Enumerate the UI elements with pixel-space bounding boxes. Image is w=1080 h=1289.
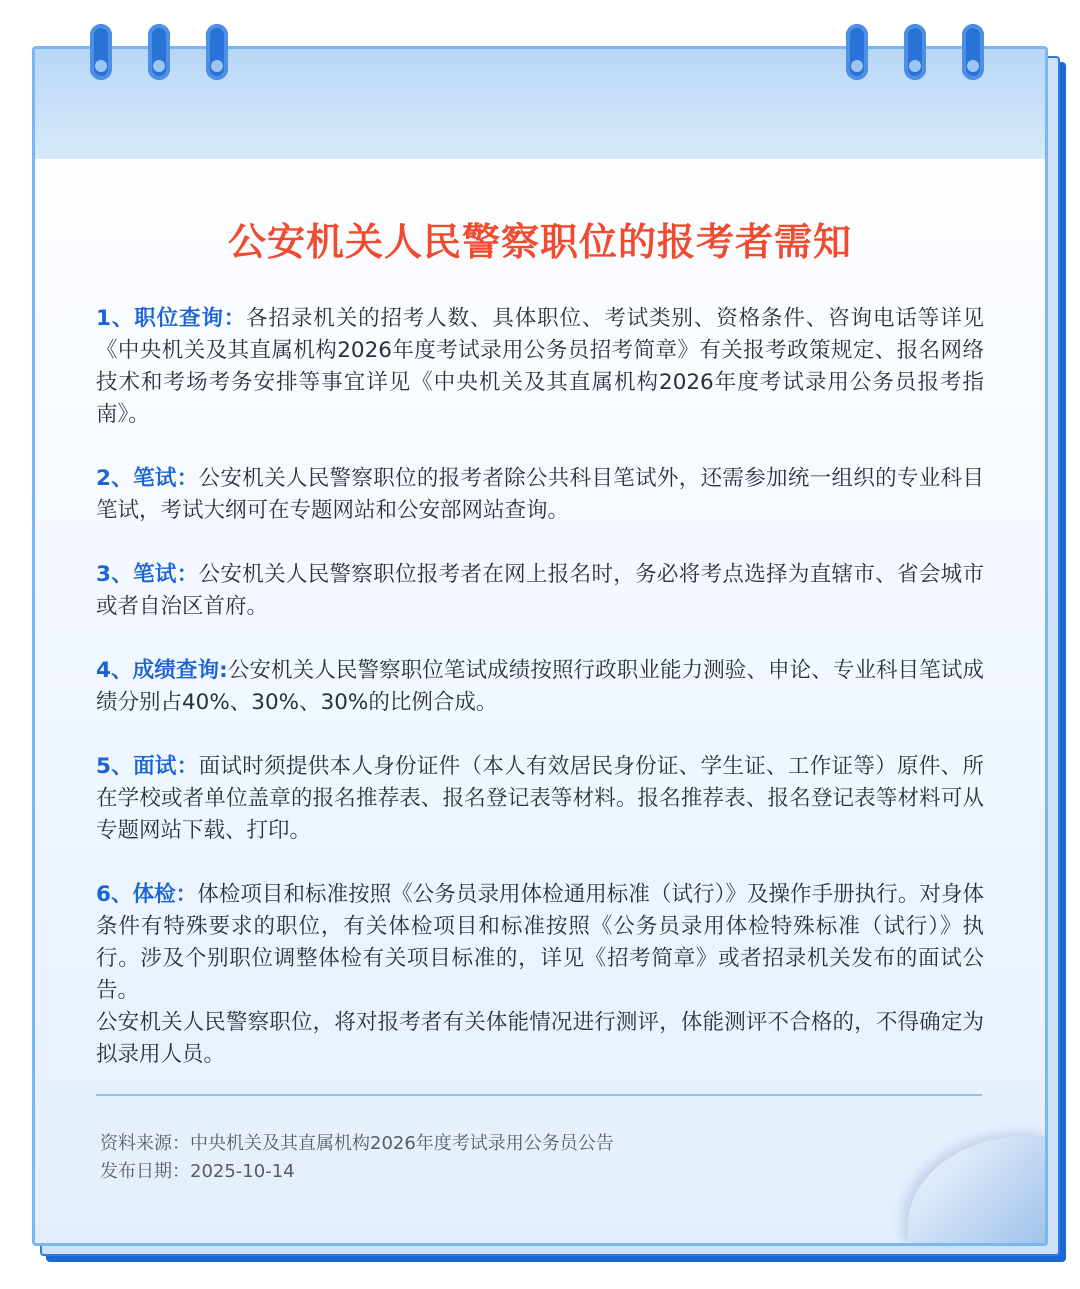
section-label: 2、笔试： (96, 466, 199, 491)
binder-ring-icon (148, 24, 170, 80)
binder-ring-icon (206, 24, 228, 80)
binder-ring-icon (90, 24, 112, 80)
section-exam-location (96, 559, 984, 623)
section-text: 公安机关人民警察职位的报考者除公共科目笔试外，还需参加统一组织的专业科目笔试，考试大纲可在专题网站和公安部网站查询。 (96, 466, 984, 523)
section-label: 4、成绩查询: (96, 658, 228, 683)
page-curl (908, 1136, 1048, 1246)
source-line: 资料来源：中央机关及其直属机构2026年度考试录用公务员公告 (100, 1133, 614, 1154)
section-physical-exam (96, 879, 984, 1071)
page-title: 公安机关人民警察职位的报考者需知 (227, 220, 852, 264)
source-info (100, 1130, 614, 1186)
binder-ring-icon (962, 24, 984, 80)
section-label: 6、体检： (96, 882, 198, 907)
section-written-exam (96, 463, 984, 527)
section-label: 5、面试： (96, 754, 199, 779)
section-label: 3、笔试： (96, 562, 199, 587)
notice-content (96, 215, 984, 1103)
binder-ring-icon (904, 24, 926, 80)
section-text: 体检项目和标准按照《公务员录用体检通用标准（试行）》及操作手册执行。对身体条件有特殊要求的职位，有关体检项目和标准按照《公务员录用体检特殊标准（试行）》执行。涉及个别职位调整体检有关项目标准的，详见《招考简章》或者招录机关发布的面试公告。 (96, 882, 984, 1003)
publish-date: 发布日期：2025-10-14 (100, 1161, 295, 1182)
section-text: 各招录机关的招考人数、具体职位、考试类别、资格条件、咨询电话等详见《中央机关及其直属机构2026年度考试录用公务员招考简章》有关报考政策规定、报名网络技术和考场考务安排等事宜详见《中央机关及其直属机构2026年度考试录用公务员报考指南》。 (96, 306, 984, 427)
binder-ring-icon (846, 24, 868, 80)
notepad-header-band (35, 49, 1045, 159)
section-text: 公安机关人民警察职位笔试成绩按照行政职业能力测验、申论、专业科目笔试成绩分别占40%、30%、30%的比例合成。 (96, 658, 984, 715)
divider (96, 1094, 982, 1096)
section-text: 面试时须提供本人身份证件（本人有效居民身份证、学生证、工作证等）原件、所在学校或者单位盖章的报名推荐表、报名登记表等材料。报名推荐表、报名登记表等材料可从专题网站下载、打印。 (96, 754, 984, 843)
section-text: 公安机关人民警察职位报考者在网上报名时，务必将考点选择为直辖市、省会城市或者自治区首府。 (96, 562, 984, 619)
section-label: 1、职位查询： (96, 306, 247, 331)
section-position-query (96, 303, 984, 431)
section-interview (96, 751, 984, 847)
section-score-query (96, 655, 984, 719)
section-extra-text: 公安机关人民警察职位，将对报考者有关体能情况进行测评，体能测评不合格的，不得确定为拟录用人员。 (96, 1010, 984, 1067)
